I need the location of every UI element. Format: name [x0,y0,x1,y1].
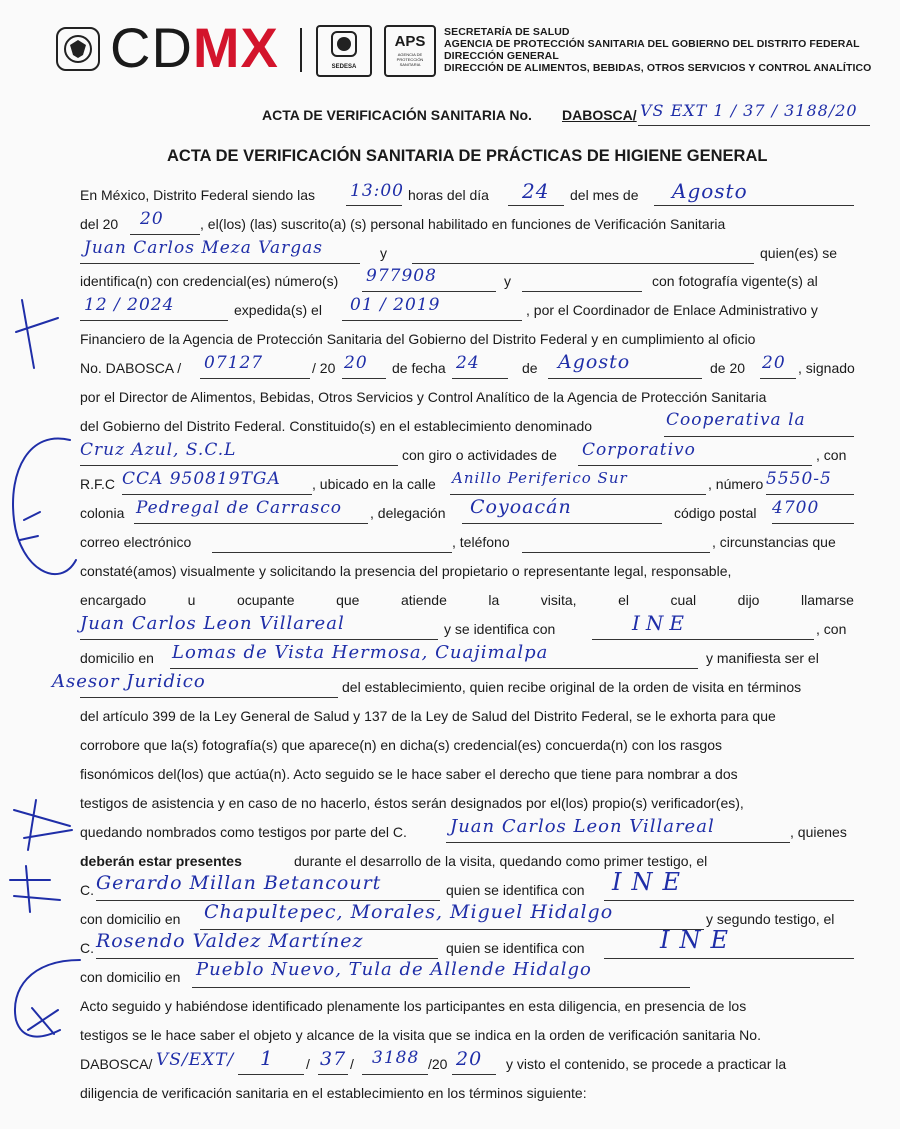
testigo2-value: Rosendo Valdez Martínez [96,930,364,952]
l4c: con fotografía vigente(s) al [652,273,818,289]
orden-a-value: VS/EXT/ [156,1050,235,1070]
l15-w0: encargado [80,592,147,608]
verificador-value: Juan Carlos Meza Vargas [84,238,324,258]
orden-d-value: 3188 [372,1048,420,1068]
l15-w5: la [488,592,500,608]
l2a: del 20 [80,216,119,232]
l16b: , con [816,621,847,637]
l7e: de 20 [710,360,746,376]
l26a: con domicilio en [80,911,181,927]
cp-value: 4700 [772,498,820,518]
giro-value: Corporativo [582,440,696,460]
l12c: código postal [674,505,757,521]
orden-anio-value: 20 [456,1048,483,1070]
l5b: , por el Coordinador de Enlace Administrativo y [526,302,818,318]
colonia-value: Pedregal de Carrasco [136,498,343,518]
l24b: durante el desarrollo de la visita, quedando como primer testigo, el [294,853,708,869]
l15-w3: que [336,592,360,608]
l11a: R.F.C [80,476,115,492]
l7c: de fecha [392,360,446,376]
l9: del Gobierno del Distrito Federal. Constituido(s) en el establecimiento denominado [80,418,593,434]
l31c: y visto el contenido, se procede a practicar la [506,1056,787,1072]
ocupante-value: Juan Carlos Leon Villareal [80,613,345,634]
l23a: quedando nombrados como testigos por parte del C. [80,824,407,840]
aps-sublabel: AGENCIA DE PROTECCIÓN SANITARIA [396,52,424,67]
l13a: correo electrónico [80,534,192,550]
establecimiento-value-1: Cooperativa la [666,410,806,430]
vigencia-value: 12 / 2024 [84,295,175,315]
l31a: DABOSCA/ [80,1056,153,1072]
oficio-anio-value: 20 [344,353,368,373]
fecha-dia-value: 24 [456,353,480,373]
l1a: En México, Distrito Federal siendo las [80,187,315,203]
l20: corrobore que la(s) fotografía(s) que aparece(n) en dicha(s) credencial(es) concuerda(n) con los rasgos [80,737,722,753]
l19: del artículo 399 de la Ley General de Salud y 137 de la Ley de Salud del Distrito Federal, se le exhorta para que [80,708,776,724]
testigo1-id-value: INE [612,868,690,896]
l32: diligencia de verificación sanitaria en el establecimiento en los términos siguiente: [80,1085,587,1101]
testigo1-value: Gerardo Millan Betancourt [96,872,382,894]
l15-w10: llamarse [800,592,854,608]
establecimiento-value-2: Cruz Azul, S.C.L [80,440,237,460]
acta-number-prefix: DABOSCA/ [562,107,637,123]
l25a: C. [80,882,94,898]
l13c: , circunstancias que [712,534,836,550]
l14: constaté(amos) visualmente y solicitando la presencia del propietario o representante legal, responsable, [80,563,732,579]
brand-cd: CD [110,16,193,79]
signature-mark-7 [28,1008,58,1034]
anio-value: 20 [140,209,164,229]
l30: testigos se le hace saber el objeto y alcance de la visita que se indica en la orden de verificación sanitaria No. [80,1027,761,1043]
l15-w6: visita, [540,592,577,608]
l2b: , el(los) (las) suscrito(a) (s) personal habilitado en funciones de Verificación Sanitaria [200,216,726,232]
l11c: , número [708,476,764,492]
l1c: del mes de [570,187,639,203]
acta-number-label: ACTA DE VERIFICACIÓN SANITARIA No. [262,107,532,123]
l12a: colonia [80,505,125,521]
l7d: de [522,360,538,376]
header-line-3: DIRECCIÓN GENERAL [444,50,559,62]
orden-slash-1: / [306,1056,310,1072]
signature-mark-5 [10,866,60,912]
l4b: y [504,273,511,289]
signature-mark-2 [13,438,76,574]
domicilio-value: Lomas de Vista Hermosa, Cuajimalpa [172,642,549,663]
l6: Financiero de la Agencia de Protección Sanitaria del Gobierno del Distrito Federal y en cumplimiento al oficio [80,331,756,347]
delegacion-value: Coyoacán [470,496,572,518]
l12b: , delegación [370,505,446,521]
testigos-por-value: Juan Carlos Leon Villareal [450,816,715,837]
signature-mark-4 [14,800,72,850]
identificacion-value: INE [632,611,690,635]
l3b: quien(es) se [760,245,838,261]
l7b: / 20 [312,360,336,376]
l23b: , quienes [790,824,847,840]
l27a: C. [80,940,94,956]
l17b: y manifiesta ser el [706,650,819,666]
l17a: domicilio en [80,650,154,666]
hora-value: 13:00 [350,181,404,201]
acta-number-value: VS EXT 1 / 37 / 3188/20 [640,101,858,120]
l15-w2: ocupante [236,592,295,608]
l8: por el Director de Alimentos, Bebidas, Otros Servicios y Control Analítico de la Agencia de Protección Sanitaria [80,389,767,405]
fecha-mes-value: Agosto [558,351,631,373]
rfc-value: CCA 950819TGA [122,469,281,489]
l3a: y [380,245,387,261]
l10b: , con [816,447,847,463]
l25b: quien se identifica con [446,882,585,898]
orden-b-value: 1 [260,1046,274,1070]
signature-mark-3 [20,512,40,540]
l1b: horas del día [408,187,489,203]
l7f: , signado [798,360,855,376]
numero-value: 5550-5 [766,469,832,489]
l15-w1: u [187,592,196,608]
l15-w8: cual [670,592,697,608]
orden-c-value: 37 [320,1048,347,1070]
l10a: con giro o actividades de [402,447,557,463]
l15-w9: dijo [737,592,760,608]
orden-slash-2: / [350,1056,354,1072]
dia-value: 24 [522,179,550,203]
expedida-value: 01 / 2019 [350,295,441,315]
l28a: con domicilio en [80,969,181,985]
mes-value: Agosto [672,179,748,203]
header-line-2: AGENCIA DE PROTECCIÓN SANITARIA DEL GOBIERNO DEL DISTRITO FEDERAL [444,38,860,50]
l31b: /20 [428,1056,448,1072]
sedesa-label: SEDESA [331,64,357,70]
l7a: No. DABOSCA / [80,360,182,376]
l11b: , ubicado en la calle [312,476,436,492]
l21: fisonómicos del(los) que actúa(n). Acto seguido se le hace saber el derecho que tiene para nombrar a dos [80,766,738,782]
header-line-4: DIRECCIÓN DE ALIMENTOS, BEBIDAS, OTROS SERVICIOS Y CONTROL ANALÍTICO [444,62,872,74]
document-title: ACTA DE VERIFICACIÓN SANITARIA DE PRÁCTICAS DE HIGIENE GENERAL [167,147,768,165]
credencial-value: 977908 [366,266,437,286]
aps-label: APS [394,33,426,50]
testigo1-dom-value: Chapultepec, Morales, Miguel Hidalgo [204,901,614,923]
l13b: , teléfono [452,534,510,550]
calle-value: Anillo Periferico Sur [452,469,628,487]
oficio-num-value: 07127 [204,353,264,373]
l16a: y se identifica con [444,621,556,637]
l15-w4: atiende [400,592,447,608]
fecha-anio-value: 20 [762,353,786,373]
cargo-value: Asesor Juridico [52,671,206,692]
l29: Acto seguido y habiéndose identificado plenamente los participantes en esta diligencia, en presencia de los [80,998,747,1014]
brand-mx: MX [192,16,279,79]
l15-w7: el [618,592,629,608]
testigo2-dom-value: Pueblo Nuevo, Tula de Allende Hidalgo [196,959,592,980]
l24a: deberán estar presentes [80,853,242,869]
l26b: y segundo testigo, el [706,911,835,927]
signature-mark-1 [16,300,58,368]
l22: testigos de asistencia y en caso de no hacerlo, éstos serán designados por el(los) propio(s) verificador(es), [80,795,744,811]
header-line-1: SECRETARÍA DE SALUD [444,26,570,38]
l4a: identifica(n) con credencial(es) número(s) [80,273,339,289]
testigo2-id-value: INE [660,926,738,954]
l18: del establecimiento, quien recibe original de la orden de visita en términos [342,679,802,695]
l27b: quien se identifica con [446,940,585,956]
l5a: expedida(s) el [234,302,322,318]
